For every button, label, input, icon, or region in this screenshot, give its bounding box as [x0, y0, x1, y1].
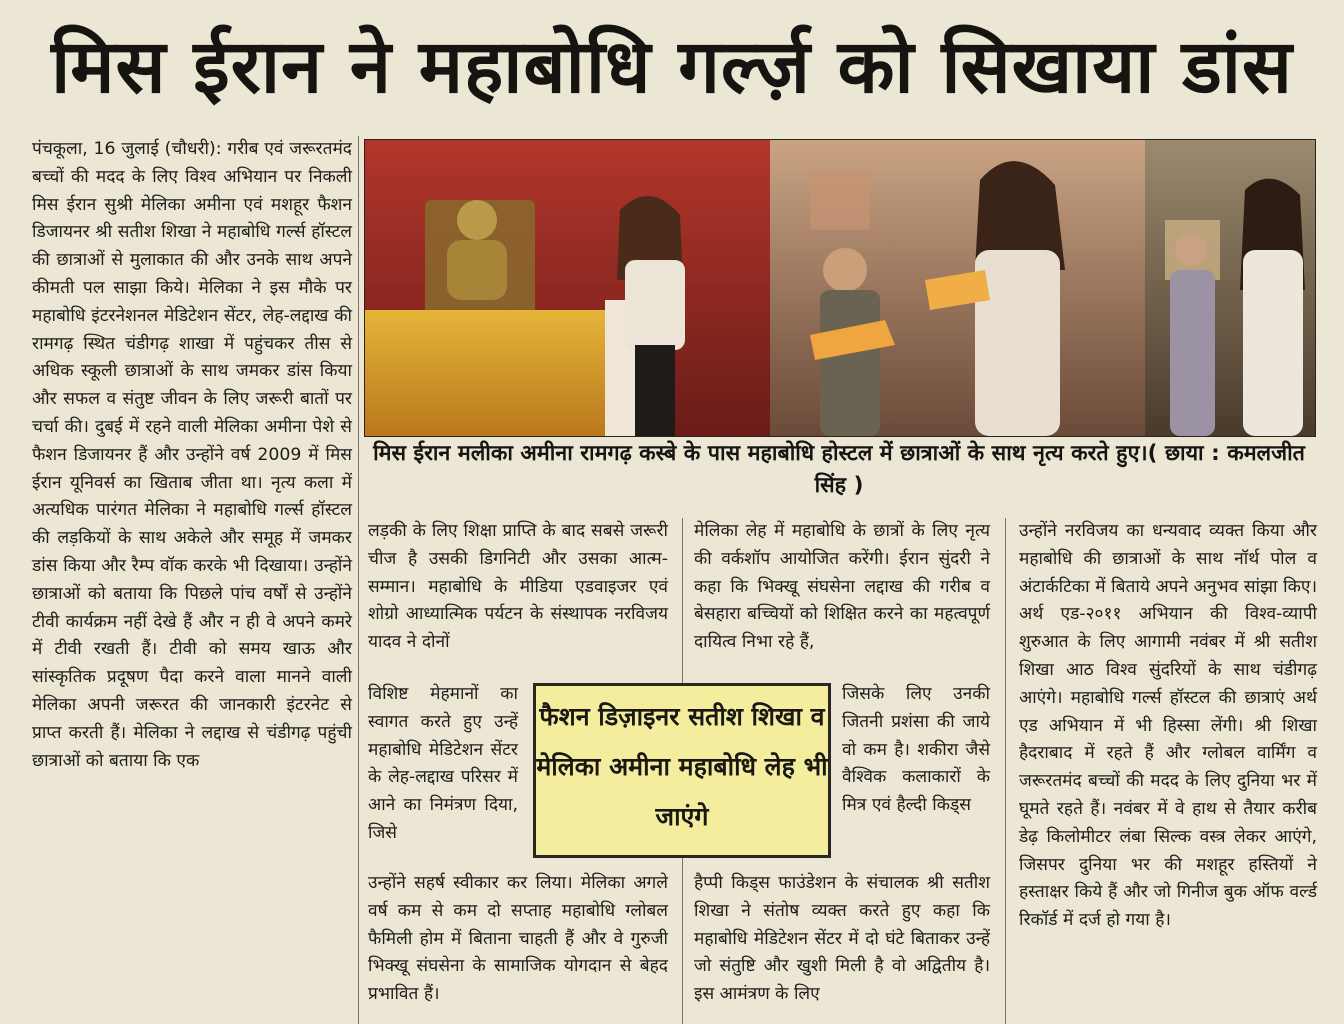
headline: मिस ईरान ने महाबोधि गर्ल्ज़ को सिखाया डांस	[51, 24, 1293, 110]
dance-photo-illustration	[365, 140, 1315, 436]
article-column-3	[694, 518, 990, 678]
news-photo	[364, 139, 1316, 437]
pull-quote: फैशन डिज़ाइनर सतीश शिखा व मेलिका अमीना महाबोधि लेह भी जाएंगे	[533, 683, 831, 858]
column-divider	[1005, 518, 1006, 1024]
article-paragraph: पंचकूला, 16 जुलाई (चौधरी): गरीब एवं जरूरतमंद बच्चों की मदद के लिए विश्व अभियान पर निकली मिस ईरान सुश्री मेलिका अमीना एवं मशहूर फैशन डिजायनर श्री सतीश शिखा ने महाबोधि गर्ल्स हॉस्टल की छात्राओं से मुलाकात की और उनके साथ अपने कीमती पल साझा किये। मेलिका ने इस मौके पर महाबोधि इंटरनेशनल मेडिटेशन सेंटर, लेह-लद्दाख की रामगढ़ स्थित चंडीगढ़ शाखा में पहुंचकर तीस से अधिक स्कूली छात्राओं के साथ जमकर डांस किया और सफल व संतुष्ट जीवन के लिए जरूरी बातों पर चर्चा की। दुबई में रहने वाली मेलिका अमीना पेशे से फैशन डिजायनर हैं और उन्होंने वर्ष 2009 में मिस ईरान यूनिवर्स का खिताब जीता था। नृत्य कला में अत्यधिक पारंगत मेलिका ने महाबोधि गर्ल्स हॉस्टल की लड़कियों के साथ अकेले और समूह में जमकर डांस किया और रैम्प वॉक करके भी दिखाया। उन्होंने छात्राओं को बताया कि पिछले पांच वर्षों से उन्होंने टीवी कार्यक्रम नहीं देखे हैं और न ही वे अपने कमरे में टीवी रखती हैं। टीवी को समय खाऊ और सांस्कृतिक प्रदूषण पैदा करने वाला मानने वाली मेलिका अपनी जरूरत की जानकारी इंटरनेट से प्राप्त करती हैं। मेलिका ने लद्दाख से चंडीगढ़ पहुंची छात्राओं को बताया कि एक	[32, 139, 352, 771]
column-divider	[358, 136, 359, 1024]
article-column-4	[1019, 518, 1317, 1024]
article-paragraph: उन्होंने सहर्ष स्वीकार कर लिया। मेलिका अगले वर्ष कम से कम दो सप्ताह महाबोधि ग्लोबल फैमिली होम में बिताना चाहती हैं और वे गुरुजी भिक्खू संघसेना के सामाजिक योगदान से बेहद प्रभावित हैं।	[368, 873, 668, 1005]
article-column-2-wrap	[368, 681, 518, 861]
article-paragraph: हैप्पी किड्स फाउंडेशन के संचालक श्री सतीश शिखा ने संतोष व्यक्त करते हुए कहा कि महाबोधि मेडिटेशन सेंटर में दो घंटे बिताकर उन्हें जो संतुष्टि और खुशी मिली है वो अद्वितीय है। इस आमंत्रण के लिए	[694, 873, 990, 1005]
article-column-1	[32, 136, 352, 1024]
article-paragraph: जिसके लिए उनकी जितनी प्रशंसा की जाये वो कम है। शकीरा जैसे वैश्विक कलाकारों के मित्र एवं हैल्दी किड्स	[842, 684, 990, 816]
article-column-3-wrap	[842, 681, 990, 861]
photo-caption: मिस ईरान मलीका अमीना रामगढ़ कस्बे के पास महाबोधि होस्टल में छात्राओं के साथ नृत्य करते हुए।( छाया : कमलजीत सिंह )	[373, 441, 1305, 498]
article-paragraph: विशिष्ट मेहमानों का स्वागत करते हुए उन्हें महाबोधि मेडिटेशन सेंटर के लेह-लद्दाख परिसर में आने का निमंत्रण दिया, जिसे	[368, 684, 518, 843]
article-column-2-bottom	[368, 870, 668, 1024]
article-paragraph: लड़की के लिए शिक्षा प्राप्ति के बाद सबसे जरूरी चीज है उसकी डिगनिटी और उसका आत्म-सम्मान। महाबोधि के मीडिया एडवाइजर एवं शोग्रो आध्यात्मिक पर्यटन के संस्थापक नरविजय यादव ने दोनों	[368, 521, 668, 653]
article-column-3-bottom	[694, 870, 990, 1024]
article-column-2	[368, 518, 668, 678]
article-paragraph: मेलिका लेह में महाबोधि के छात्रों के लिए नृत्य की वर्कशॉप आयोजित करेंगी। ईरान सुंदरी ने कहा कि भिक्खू संघसेना लद्दाख की गरीब व बेसहारा बच्चियों को शिक्षित करने का महत्वपूर्ण दायित्व निभा रहे हैं,	[694, 521, 990, 653]
article-paragraph: उन्होंने नरविजय का धन्यवाद व्यक्त किया और महाबोधि की छात्राओं के साथ नॉर्थ पोल व अंटार्कटिका में बिताये अपने अनुभव सांझा किए। अर्थ एड-२०११ अभियान की विश्व-व्यापी शुरुआत के लिए आगामी नवंबर में श्री सतीश शिखा आठ विश्व सुंदरियों के साथ चंडीगढ़ आएंगे। महाबोधि गर्ल्स हॉस्टल की छात्राएं अर्थ एड अभियान में भी हिस्सा लेंगी। श्री शिखा हैदराबाद में रहते हैं और ग्लोबल वार्मिंग व जरूरतमंद बच्चों की मदद के लिए दुनिया भर में घूमते रहते हैं। नवंबर में वे हाथ से तैयार करीब डेढ़ किलोमीटर लंबा सिल्क वस्त्र लेकर आएंगे, जिसपर दुनिया भर की मशहूर हस्तियों ने हस्ताक्षर किये हैं और जो गिनीज बुक ऑफ वर्ल्ड रिकॉर्ड में दर्ज हो गया है।	[1019, 521, 1317, 931]
